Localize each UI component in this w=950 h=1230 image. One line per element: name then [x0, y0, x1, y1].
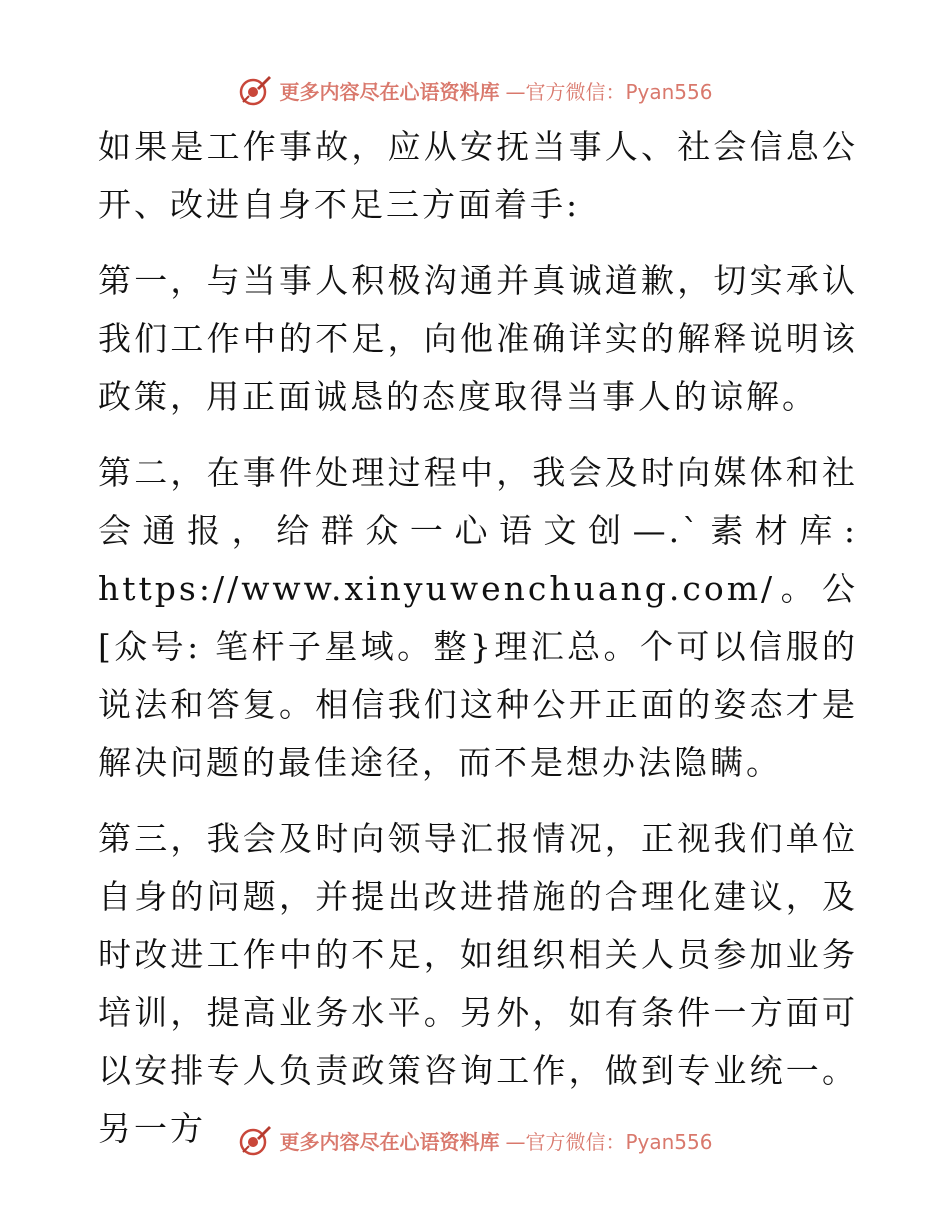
footer-watermark-banner — [0, 1120, 950, 1160]
paragraph-third: 第三，我会及时向领导汇报情况，正视我们单位自身的问题，并提出改进措施的合理化建议，及时改进工作中的不足，如组织相关人员参加业务培训，提高业务水平。另外，如有条件一方面可以安排专人负责政策咨询工作，做到专业统一。另一方 — [98, 819, 858, 1148]
paragraph-second: 第二，在事件处理过程中，我会及时向媒体和社会通报，给群众一心语文创—.`素材库: https://www.xinyuwenchuang.com/。公[众号: 笔杆子星域。整}理汇总。个可以信服的说法和答复。相信我们这种公开正面的姿态才是解决问题的最佳途径，而不是想办法隐瞒。 — [98, 453, 858, 782]
header-banner-main-text: 更多内容尽在心语资料库 — [279, 79, 500, 104]
footer-banner-main-text: 更多内容尽在心语资料库 — [279, 1129, 500, 1154]
body-text — [98, 118, 858, 1176]
pen-logo-icon — [237, 1122, 273, 1158]
footer-banner-sub-text: —官方微信：Pyan556 — [505, 1129, 713, 1154]
header-watermark-banner — [0, 70, 950, 110]
header-banner-sub-text: —官方微信：Pyan556 — [505, 79, 713, 104]
paragraph-first: 第一，与当事人积极沟通并真诚道歉，切实承认我们工作中的不足，向他准确详实的解释说明该政策，用正面诚恳的态度取得当事人的谅解。 — [98, 261, 858, 416]
paragraph-intro: 如果是工作事故，应从安抚当事人、社会信息公开、改进自身不足三方面着手: — [98, 127, 858, 224]
pen-logo-icon — [237, 72, 273, 108]
